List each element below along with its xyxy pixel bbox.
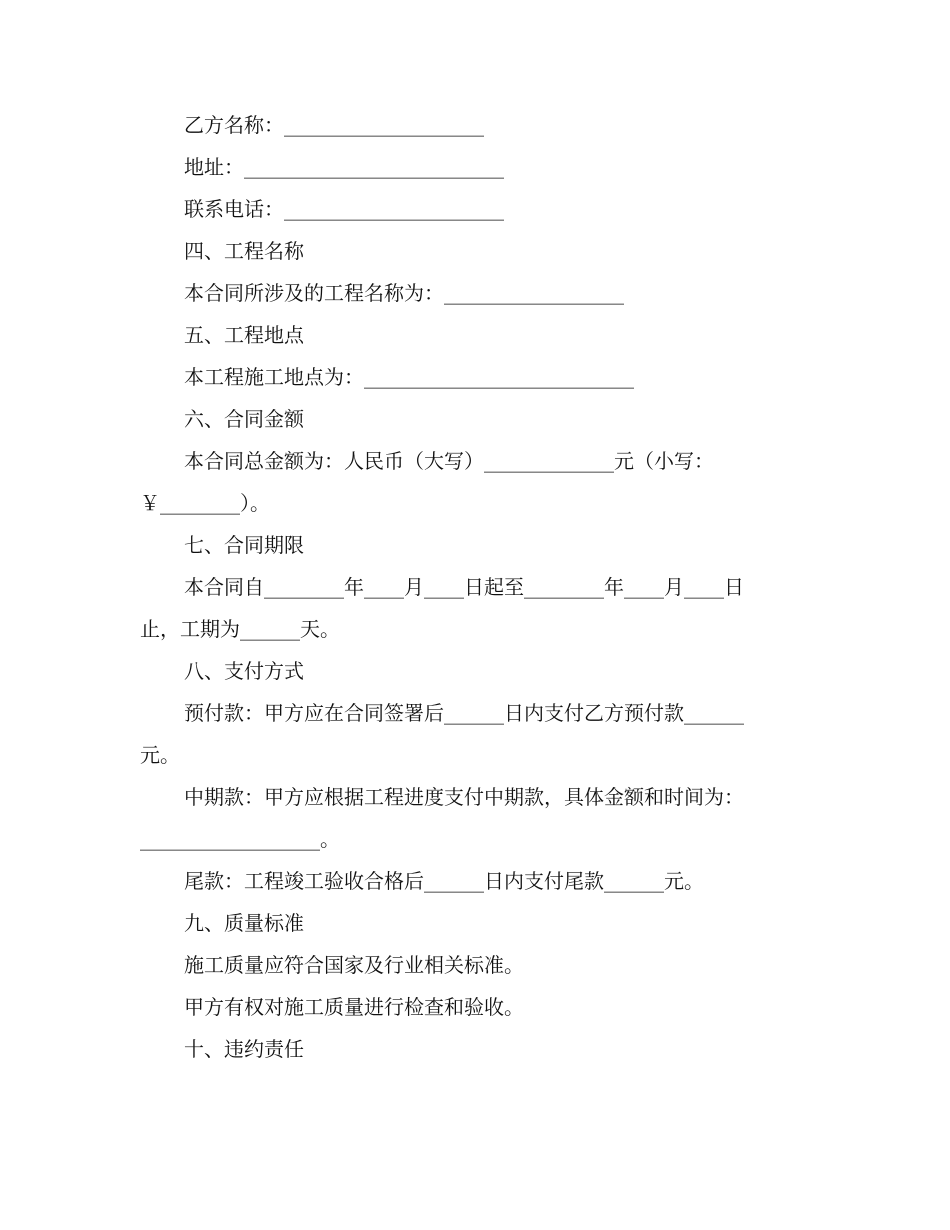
party-b-name-field: 乙方名称：____________________ [184, 113, 484, 137]
section-heading-project-location: 五、工程地点 [184, 323, 304, 347]
section-heading-contract-term: 七、合同期限 [184, 533, 304, 557]
section-heading-quality-standard: 九、质量标准 [184, 911, 304, 935]
phone-field: 联系电话：______________________ [184, 197, 504, 221]
interim-payment-continued: __________________。 [140, 827, 340, 851]
interim-payment-text: 中期款：甲方应根据工程进度支付中期款，具体金额和时间为： [184, 785, 744, 809]
contract-amount-continued: ￥________）。 [140, 491, 270, 515]
quality-standard-text: 施工质量应符合国家及行业相关标准。 [184, 953, 524, 977]
section-heading-project-name: 四、工程名称 [184, 239, 304, 263]
advance-payment-text: 预付款：甲方应在合同签署后______日内支付乙方预付款______ [184, 701, 744, 725]
final-payment-text: 尾款：工程竣工验收合格后______日内支付尾款______元。 [184, 869, 704, 893]
section-heading-payment-method: 八、支付方式 [184, 659, 304, 683]
contract-amount-text: 本合同总金额为：人民币（大写）_____________元（小写： [184, 449, 714, 473]
project-location-field: 本工程施工地点为：___________________________ [184, 365, 634, 389]
section-heading-liability: 十、违约责任 [184, 1037, 304, 1061]
advance-payment-continued: 元。 [140, 743, 180, 767]
contract-term-text: 本合同自________年____月____日起至________年____月____日 [184, 575, 744, 599]
contract-term-continued: 止，工期为______天。 [140, 617, 340, 641]
project-name-field: 本合同所涉及的工程名称为：__________________ [184, 281, 624, 305]
quality-inspection-text: 甲方有权对施工质量进行检查和验收。 [184, 995, 524, 1019]
address-field: 地址：__________________________ [184, 155, 504, 179]
section-heading-contract-amount: 六、合同金额 [184, 407, 304, 431]
